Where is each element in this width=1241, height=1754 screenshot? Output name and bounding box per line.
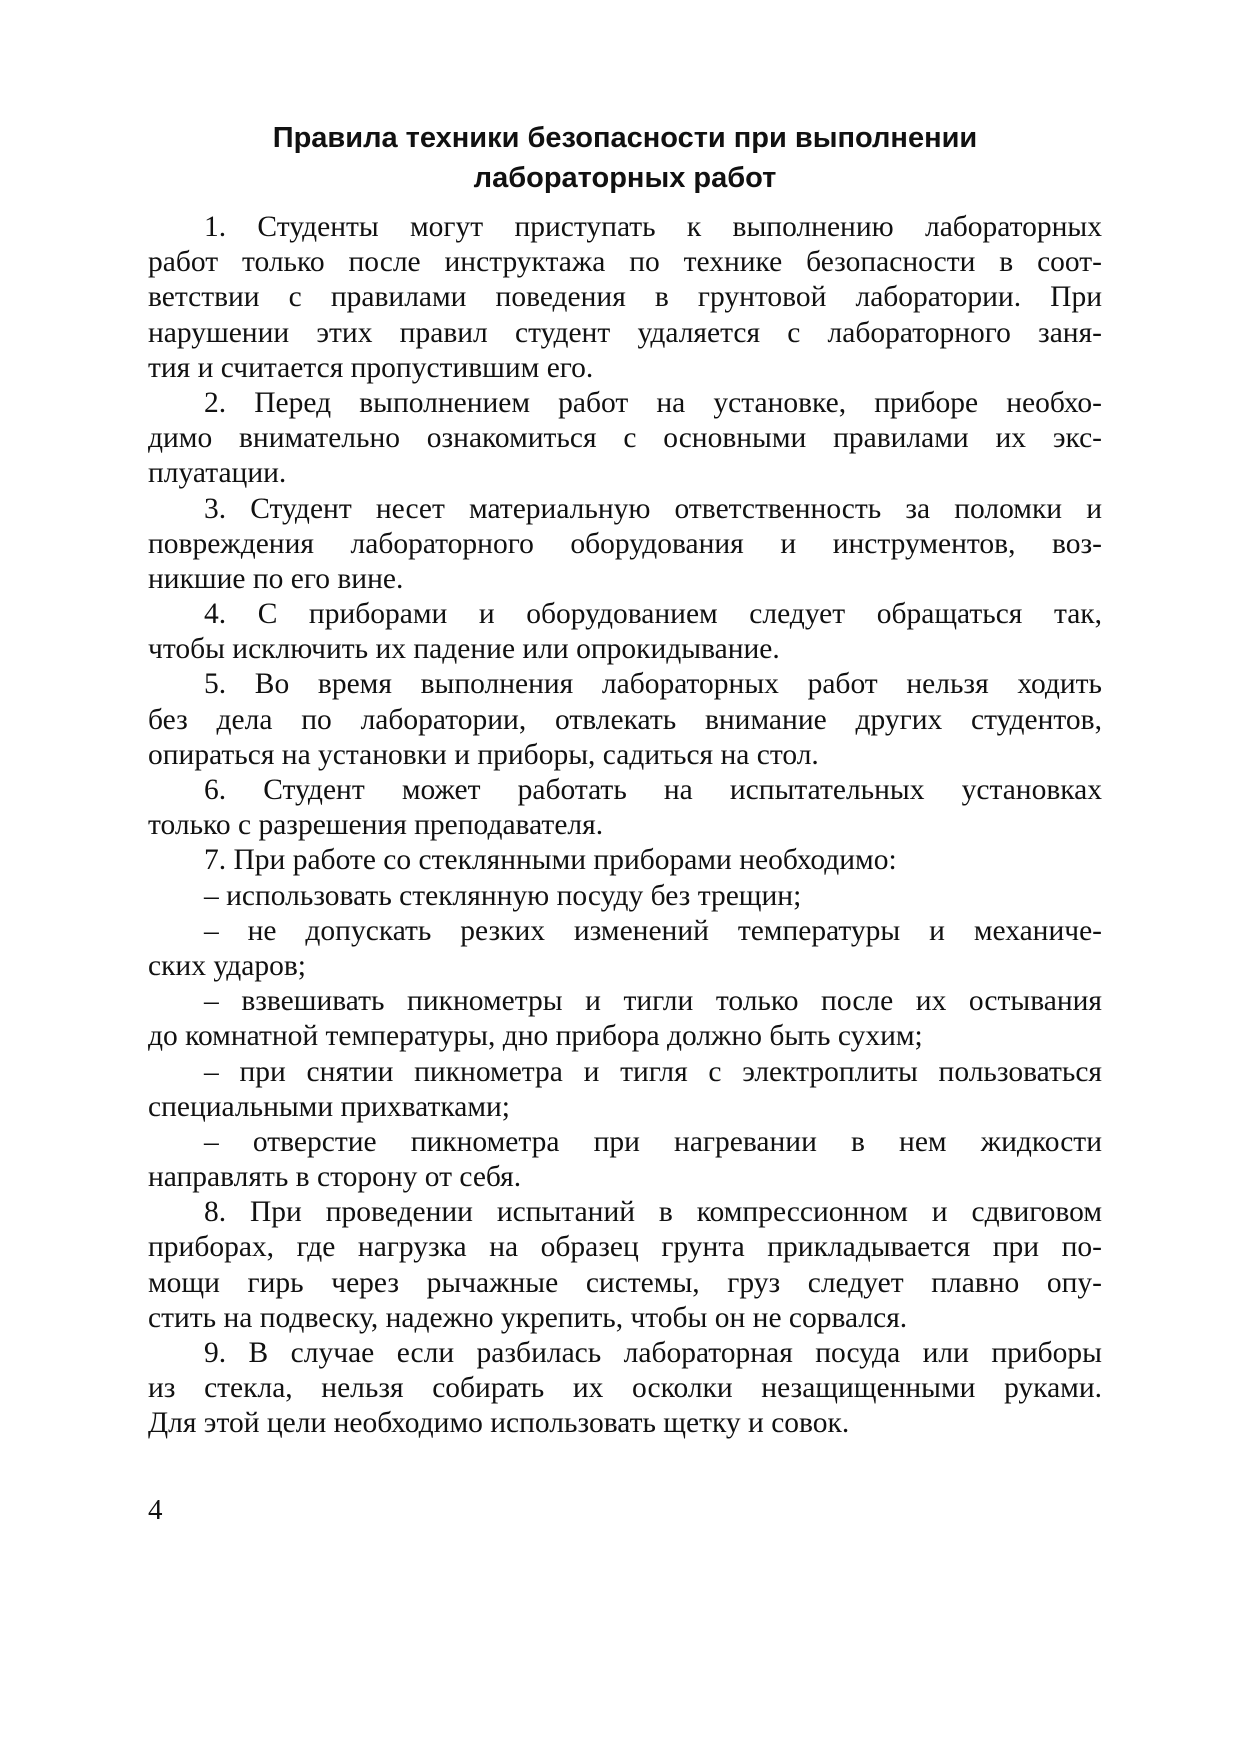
text-line: 7. При работе со стеклянными приборами необходимо: (204, 844, 897, 877)
text-line: до комнатной температуры, дно прибора должно быть сухим; (148, 1020, 923, 1053)
text-line: только с разрешения преподавателя. (148, 809, 604, 842)
text-line: ских ударов; (148, 949, 306, 982)
paragraph (148, 667, 1102, 773)
title-line: лабораторных работ (473, 162, 777, 194)
text-line: повреждения лабораторного оборудования и инструментов, воз- (148, 527, 1102, 560)
text-line: плуатации. (148, 457, 287, 490)
text-line: 1. Студенты могут приступать к выполнению лабораторных (204, 211, 1102, 243)
text-line: стить на подвеску, надежно укрепить, чтобы он не сорвался. (148, 1301, 908, 1334)
paragraph (148, 1336, 1102, 1442)
page-number: 4 (148, 1494, 163, 1526)
text-line: – не допускать резких изменений температуры и механиче- (204, 914, 1102, 947)
paragraph (148, 1055, 1102, 1125)
text-line: – использовать стеклянную посуду без трещин; (204, 879, 802, 912)
text-line: направлять в сторону от себя. (148, 1161, 522, 1194)
text-line: тия и считается пропустившим его. (148, 351, 594, 384)
text-line: из стекла, нельзя собирать их осколки незащищенными руками. (148, 1372, 1102, 1405)
text-line: без дела по лаборатории, отвлекать внимание других студентов, (148, 703, 1102, 736)
text-line: никшие по его вине. (148, 562, 404, 595)
paragraph (148, 1195, 1102, 1336)
text-line: – отверстие пикнометра при нагревании в нем жидкости (204, 1125, 1102, 1158)
paragraph (148, 597, 1102, 667)
text-line: 3. Студент несет материальную ответственность за поломки и (204, 492, 1102, 525)
text-line: приборах, где нагрузка на образец грунта прикладывается при по- (148, 1231, 1102, 1264)
text-line: работ только после инструктажа по технике безопасности в соот- (148, 246, 1102, 279)
text-line: 6. Студент может работать на испытательных установках (204, 774, 1102, 806)
paragraph (148, 492, 1102, 598)
document-body (148, 210, 1102, 1442)
text-line: – при снятии пикнометра и тигля с электроплиты пользоваться (204, 1055, 1102, 1088)
text-line: специальными прихватками; (148, 1090, 510, 1123)
title-line: Правила техники безопасности при выполнении (272, 122, 978, 154)
paragraph (148, 843, 1102, 878)
text-line: – взвешивать пикнометры и тигли только после их остывания (204, 985, 1102, 1018)
paragraph (148, 773, 1102, 843)
text-line: чтобы исключить их падение или опрокидывание. (148, 633, 780, 666)
paragraph (148, 879, 1102, 914)
paragraph (148, 1125, 1102, 1195)
paragraph (148, 914, 1102, 984)
text-line: Для этой цели необходимо использовать щетку и совок. (148, 1407, 850, 1440)
paragraph (148, 386, 1102, 492)
text-line: мощи гирь через рычажные системы, груз следует плавно опу- (148, 1266, 1102, 1299)
text-line: 8. При проведении испытаний в компрессионном и сдвиговом (204, 1196, 1102, 1229)
text-line: 5. Во время выполнения лабораторных работ нельзя ходить (204, 668, 1102, 701)
text-line: 2. Перед выполнением работ на установке, приборе необхо- (204, 386, 1102, 419)
paragraph (148, 984, 1102, 1054)
text-line: нарушении этих правил студент удаляется с лабораторного заня- (148, 316, 1102, 349)
text-line: 9. В случае если разбилась лабораторная посуда или приборы (204, 1337, 1102, 1369)
text-line: 4. С приборами и оборудованием следует обращаться так, (204, 598, 1102, 631)
page-title (148, 118, 1102, 198)
text-line: ветствии с правилами поведения в грунтовой лаборатории. При (148, 281, 1102, 314)
text-line: опираться на установки и приборы, садиться на стол. (148, 738, 819, 771)
paragraph (148, 210, 1102, 386)
text-line: димо внимательно ознакомиться с основными правилами их экс- (148, 422, 1102, 455)
